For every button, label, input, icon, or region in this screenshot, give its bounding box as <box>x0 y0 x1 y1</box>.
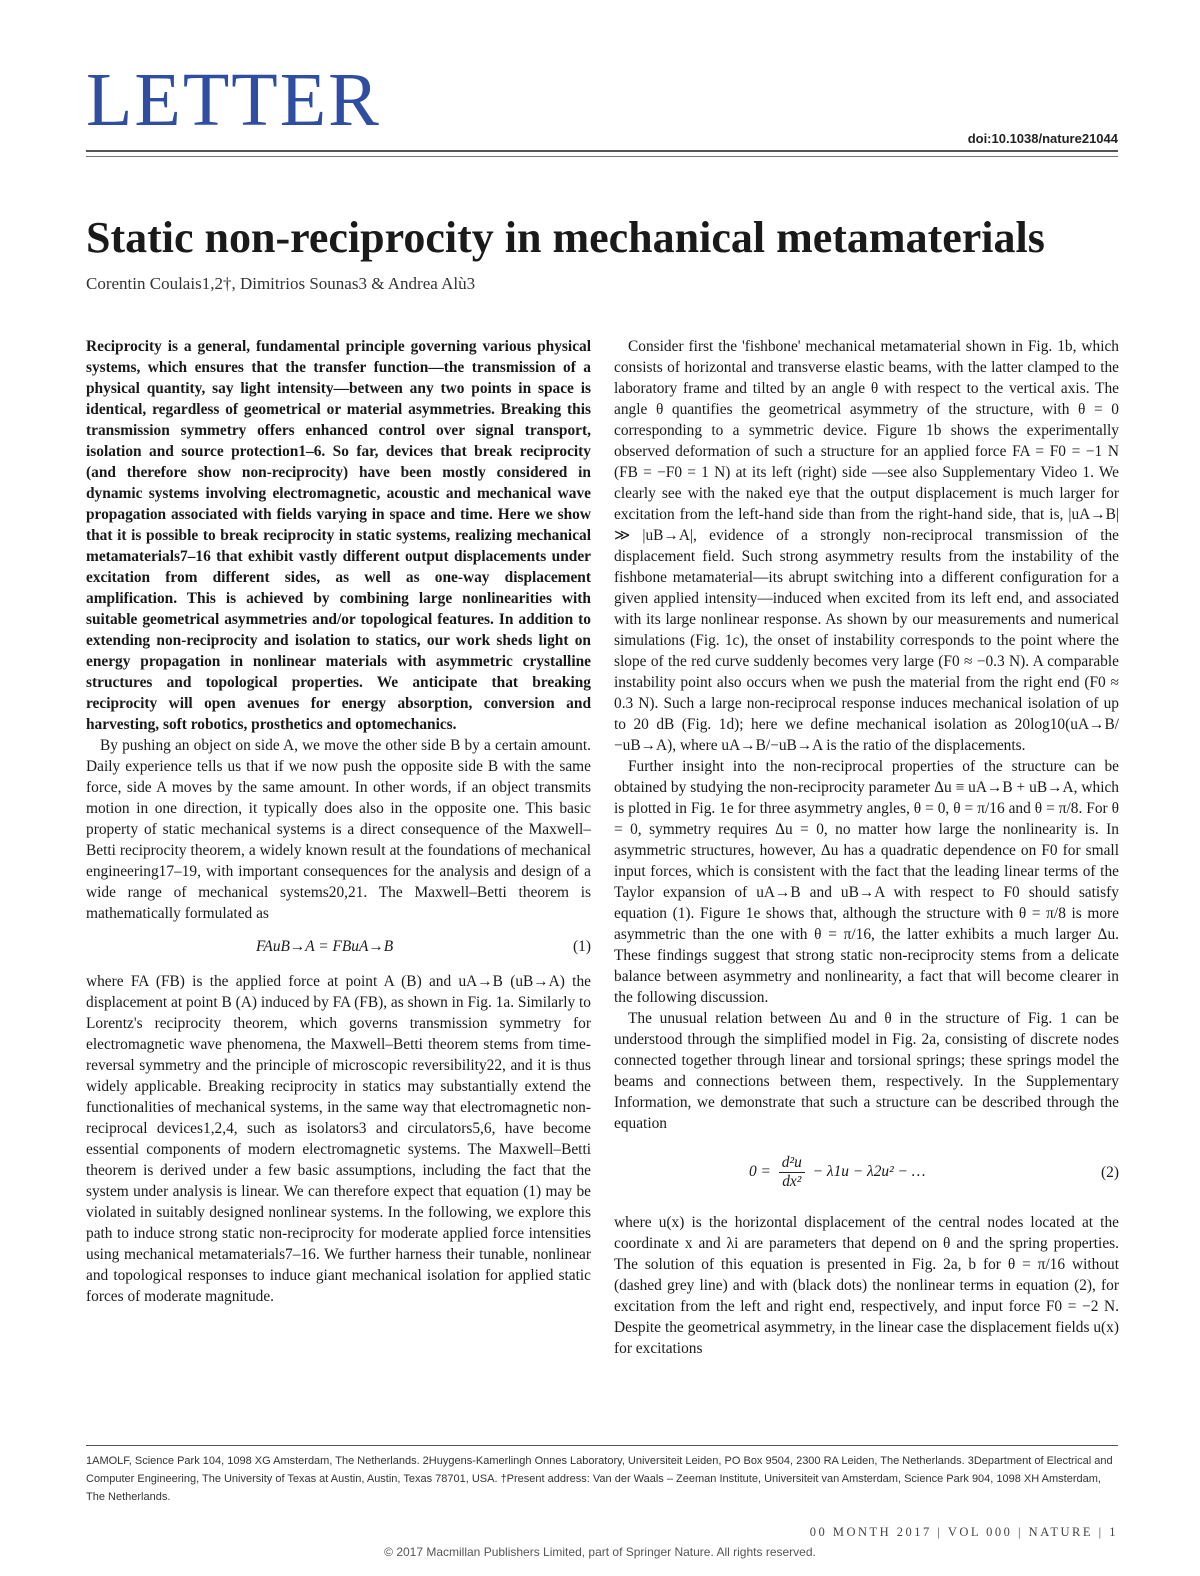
abstract: Reciprocity is a general, fundamental principle governing various physical systems, which ensures that the transfer function—the transmission of a physical quantity, say light intensity—between any two points in space is identical, regardless of geometrical or material asymmetries. Breaking this transmission symmetry offers enhanced control over signal transport, isolation and source protection1–6. So far, devices that break reciprocity (and therefore show non-reciprocity) have been mostly considered in dynamic systems involving electromagnetic, acoustic and mechanical wave propagation associated with fields varying in space and time. Here we show that it is possible to break reciprocity in static systems, realizing mechanical metamaterials7–16 that exhibit vastly different output displacements under excitation from different sides, as well as one-way displacement amplification. This is achieved by combining large nonlinearities with suitable geometrical asymmetries and/or topological features. In addition to extending non-reciprocity and isolation to statics, our work sheds light on energy propagation in nonlinear materials with asymmetric crystalline structures and topological properties. We anticipate that breaking reciprocity will open avenues for energy absorption, conversion and harvesting, soft robotics, prosthetics and optomechanics. <box>86 338 591 733</box>
copyright: © 2017 Macmillan Publishers Limited, part of Springer Nature. All rights reserved. <box>384 1545 816 1559</box>
equation-2-numerator: d²u <box>779 1154 805 1173</box>
doi[interactable]: doi:10.1038/nature21044 <box>967 131 1118 146</box>
equation-1-expression: FAuB→A = FBuA→B <box>256 938 394 955</box>
body-paragraph: where FA (FB) is the applied force at point A (B) and uA→B (uB→A) the displacement at point B (A) induced by FA (FB), as shown in Fig. 1a. Similarly to Lorentz's reciprocity theorem, which governs transmission symmetry for electromagnetic wave phenomena, the Maxwell–Betti theorem stems from time-reversal symmetry and the principle of microscopic reversibility22, and it is thus widely applicable. Breaking reciprocity in statics may substantially extend the functionalities of mechanical systems, in the same way that electromagnetic non-reciprocal devices1,2,4, such as isolators3 and circulators5,6, have become essential components of modern electromagnetic systems. The Maxwell–Betti theorem is derived under a few basic assumptions, including the fact that the system under analysis is linear. We can therefore expect that equation (1) may be violated in suitably designed nonlinear systems. In the following, we explore this path to induce strong static non-reciprocity for moderate applied force intensities using mechanical metamaterials7–16. We further harness their tunable, nonlinear and topological responses to induce giant mechanical isolation for applied static forces of moderate magnitude. <box>86 973 591 1305</box>
body-paragraph: The unusual relation between Δu and θ in the structure of Fig. 1 can be understood through the simplified model in Fig. 2a, consisting of discrete nodes connected together through linear and torsional springs; these springs model the beams and connections between them, respectively. In the Supplementary Information, we demonstrate that such a structure can be described through the equation <box>614 1010 1119 1132</box>
affiliations-footnote: 1AMOLF, Science Park 104, 1098 XG Amsterdam, The Netherlands. 2Huygens-Kamerlingh Onnes Laboratory, Universiteit Leiden, PO Box 9504, 2300 RA Leiden, The Netherlands. 3Department of Electrical and Computer Engineering, The University of Texas at Austin, Austin, Texas 78701, USA. †Present address: Van der Waals – Zeeman Institute, Universiteit van Amsterdam, Science Park 904, 1098 XH Amsterdam, The Netherlands. <box>86 1455 1113 1503</box>
equation-2-denominator: dx² <box>782 1172 802 1190</box>
footnote-rule <box>86 1445 1118 1446</box>
equation-2 <box>614 1150 1119 1194</box>
right-column <box>614 336 1119 1359</box>
equation-2-number: (2) <box>1101 1163 1119 1181</box>
left-column <box>86 336 591 1307</box>
body-paragraph: By pushing an object on side A, we move the other side B by a certain amount. Daily experience tells us that if we now push the opposite side B with the same force, side A moves by the same amount. In other words, if an object transmits motion in one direction, it typically does also in the opposite one. This basic property of static mechanical systems is a direct consequence of the Maxwell–Betti reciprocity theorem, a widely known result at the foundations of mechanical engineering17–19, with important consequences for the analysis and design of a wide range of mechanical systems20,21. The Maxwell–Betti theorem is mathematically formulated as <box>86 737 591 922</box>
equation-2-expression <box>749 1154 925 1191</box>
body-paragraph: Further insight into the non-reciprocal properties of the structure can be obtained by studying the non-reciprocity parameter Δu ≡ uA→B + uB→A, which is plotted in Fig. 1e for three asymmetry angles, θ = 0, θ = π/16 and θ = π/8. For θ = 0, symmetry requires Δu = 0, no matter how large the nonlinearity is. In asymmetric structures, however, Δu has a quadratic dependence on F0 for small input forces, which is consistent with the fact that the leading linear terms of the Taylor expansion of uA→B and uB→A with respect to F0 should satisfy equation (1). Figure 1e shows that, although the structure with θ = π/8 is more asymmetric than the one with θ = π/16, the latter exhibits a much larger Δu. These findings suggest that strong static non-reciprocity stems from a delicate balance between asymmetry and nonlinearity, a fact that will become clearer in the following discussion. <box>614 758 1119 1006</box>
body-paragraph: Consider first the 'fishbone' mechanical metamaterial shown in Fig. 1b, which consists of horizontal and transverse elastic beams, with the latter clamped to the laboratory frame and tilted by an angle θ with respect to the vertical axis. The angle θ quantifies the geometrical asymmetry of the structure, with θ = 0 corresponding to a symmetric device. Figure 1b shows the experimentally observed deformation of such a structure for an applied force FA = F0 = −1 N (FB = −F0 = 1 N) at its left (right) side —see also Supplementary Video 1. We clearly see with the naked eye that the output displacement is much larger for excitation from the left-hand side than from the right-hand side, that is, |uA→B| ≫ |uB→A|, evidence of a strongly non-reciprocal transmission of the displacement field. Such strong asymmetry results from the instability of the fishbone metamaterial—its abrupt switching into a different configuration for a given applied intensity—induced when excited from its left end, and associated with its large nonlinear response. As shown by our measurements and numerical simulations (Fig. 1c), the onset of instability corresponds to the point where the slope of the red curve suddenly becomes very large (F0 ≈ −0.3 N). A comparable instability point also occurs when we push the material from the right end (F0 ≈ 0.3 N). Such a large non-reciprocal response induces mechanical isolation of up to 20 dB (Fig. 1d); here we define mechanical isolation as 20log10(uA→B/−uB→A), where uA→B/−uB→A is the ratio of the displacements. <box>614 338 1119 754</box>
equation-2-lhs: 0 = <box>749 1162 771 1180</box>
equation-1 <box>86 936 591 957</box>
issue-line: 00 MONTH 2017 | VOL 000 | NATURE | 1 <box>809 1525 1118 1539</box>
header-rule <box>86 150 1118 152</box>
equation-1-number: (1) <box>573 938 591 955</box>
equation-2-fraction <box>779 1154 805 1191</box>
body-paragraph: where u(x) is the horizontal displacement of the central nodes located at the coordinate x and λi are parameters that depend on θ and the spring properties. The solution of this equation is presented in Fig. 2a, b for θ = π/16 without (dashed grey line) and with (black dots) the nonlinear terms in equation (2), for excitation from the left and right end, respectively, and input force F0 = −2 N. Despite the geometrical asymmetry, in the linear case the displacement fields u(x) for excitations <box>614 1214 1119 1357</box>
header-rule-thin <box>86 156 1118 157</box>
section-label: LETTER <box>86 58 381 142</box>
author-list: Corentin Coulais1,2†, Dimitrios Sounas3 & Andrea Alù3 <box>86 274 476 293</box>
equation-2-rhs: − λ1u − λ2u² − … <box>812 1162 926 1180</box>
article-title: Static non-reciprocity in mechanical metamaterials <box>86 213 1045 262</box>
